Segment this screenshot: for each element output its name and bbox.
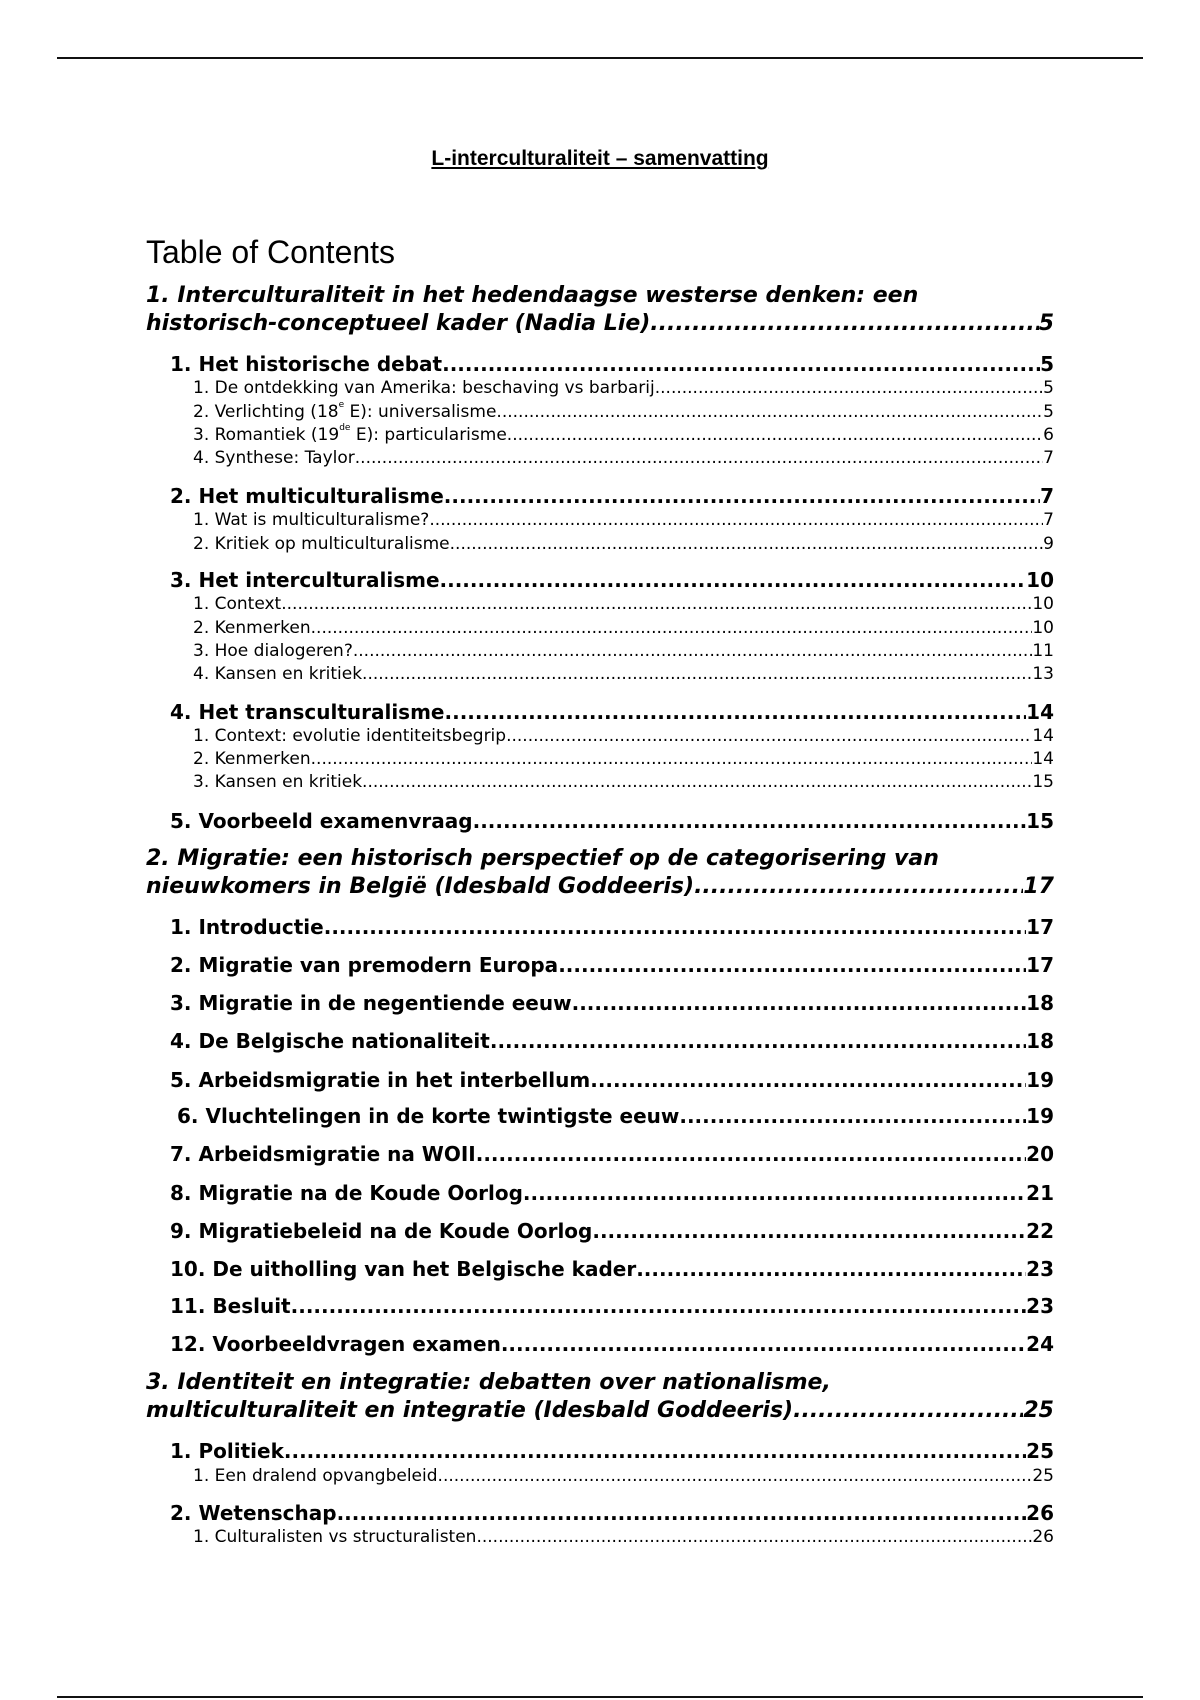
leader-dots (284, 1439, 1026, 1463)
toc-chapter-2-title-line2: nieuwkomers in België (Idesbald Goddeeris) (146, 874, 695, 899)
toc-section-label: 8. Migratie na de Koude Oorlog (170, 1181, 523, 1205)
leader-dots (679, 1104, 1026, 1128)
toc-subsection-label: 2. Verlichting (18e E): universalisme (193, 400, 497, 422)
leader-dots (291, 1294, 1027, 1318)
toc-chapter-1-title-line1: 1. Interculturaliteit in het hedendaagse westerse denken: een (146, 283, 919, 308)
toc-section[interactable] (170, 1439, 1054, 1463)
toc-section-label: 2. Migratie van premodern Europa (170, 953, 559, 977)
toc-section[interactable] (170, 809, 1054, 833)
leader-dots (438, 1466, 1033, 1486)
document-title: L-interculturaliteit – samenvatting (431, 147, 769, 170)
toc-subsection-label: 1. Culturalisten vs structuralisten (193, 1527, 477, 1547)
leader-dots (694, 873, 1023, 901)
toc-page-number: 23 (1026, 1257, 1054, 1281)
toc-subsection[interactable] (193, 664, 1054, 684)
leader-dots (473, 809, 1027, 833)
toc-section[interactable] (170, 953, 1054, 977)
leader-dots (362, 664, 1032, 684)
toc-page-number: 5 (1043, 402, 1054, 422)
leader-dots (362, 772, 1032, 792)
toc-subsection-label: 1. Context: evolutie identiteitsbegrip (193, 726, 507, 746)
toc-page-number: 14 (1032, 749, 1054, 769)
leader-dots (501, 1332, 1026, 1356)
toc-subsection-label: 1. Wat is multiculturalisme? (193, 510, 430, 530)
toc-page-number: 20 (1026, 1142, 1054, 1166)
toc-subsection[interactable] (193, 378, 1054, 398)
toc-chapter-1-title-line2: historisch-conceptueel kader (Nadia Lie) (146, 311, 651, 336)
toc-page-number: 14 (1032, 726, 1054, 746)
toc-section[interactable] (170, 1029, 1054, 1053)
toc-subsection[interactable] (193, 726, 1054, 746)
toc-page-number: 17 (1026, 915, 1054, 939)
toc-subsection[interactable] (193, 448, 1054, 468)
toc-subsection[interactable] (193, 534, 1054, 554)
toc-section[interactable] (170, 1068, 1054, 1092)
toc-page-number: 14 (1026, 700, 1054, 724)
toc-page-number: 17 (1023, 874, 1054, 899)
toc-page-number: 9 (1043, 534, 1054, 554)
toc-page-number: 23 (1026, 1294, 1054, 1318)
leader-dots (650, 310, 1038, 338)
toc-page-number: 10 (1032, 594, 1054, 614)
toc-section[interactable] (170, 1294, 1054, 1318)
toc-section[interactable] (170, 700, 1054, 724)
toc-section[interactable] (170, 991, 1054, 1015)
toc-subsection[interactable] (193, 1466, 1054, 1486)
toc-section[interactable] (177, 1104, 1054, 1128)
toc-section-label: 3. Het interculturalisme (170, 568, 440, 592)
toc-section-label: 1. Het historische debat (170, 352, 443, 376)
toc-section[interactable] (170, 568, 1054, 592)
toc-subsection-label: 1. Context (193, 594, 282, 614)
toc-subsection-label: 3. Romantiek (19de E): particularisme (193, 423, 507, 445)
toc-subsection-label: 4. Kansen en kritiek (193, 664, 363, 684)
toc-section[interactable] (170, 1181, 1054, 1205)
toc-subsection-label: 1. Een dralend opvangbeleid (193, 1466, 438, 1486)
toc-subsection[interactable] (193, 425, 1054, 445)
toc-section-label: 1. Politiek (170, 1439, 284, 1463)
toc-chapter-2-title-line1: 2. Migratie: een historisch perspectief op de categorisering van (146, 846, 939, 871)
toc-section[interactable] (170, 1219, 1054, 1243)
toc-page-number: 11 (1032, 641, 1054, 661)
toc-section-label: 2. Wetenschap (170, 1501, 337, 1525)
leader-dots (450, 534, 1044, 554)
toc-section[interactable] (170, 1501, 1054, 1525)
toc-heading: Table of Contents (146, 234, 396, 270)
toc-section-label: 7. Arbeidsmigratie na WOII (170, 1142, 476, 1166)
toc-page-number: 5 (1043, 378, 1054, 398)
toc-subsection-label: 2. Kenmerken (193, 749, 311, 769)
toc-section-label: 3. Migratie in de negentiende eeuw (170, 991, 572, 1015)
toc-section-label: 10. De uitholling van het Belgische kader (170, 1257, 637, 1281)
toc-page-number: 19 (1026, 1068, 1054, 1092)
toc-page-number: 25 (1032, 1466, 1054, 1486)
toc-chapter-3[interactable] (146, 1369, 1054, 1425)
toc-subsection[interactable] (193, 641, 1054, 661)
leader-dots (324, 915, 1026, 939)
toc-section[interactable] (170, 352, 1054, 376)
toc-subsection-label: 1. De ontdekking van Amerika: beschaving vs barbarij (193, 378, 655, 398)
leader-dots (337, 1501, 1027, 1525)
leader-dots (476, 1527, 1032, 1547)
toc-page-number: 17 (1026, 953, 1054, 977)
leader-dots (558, 953, 1026, 977)
toc-page-number: 7 (1043, 510, 1054, 530)
toc-section-label: 6. Vluchtelingen in de korte twintigste eeuw (177, 1104, 680, 1128)
leader-dots (592, 1219, 1026, 1243)
toc-subsection[interactable] (193, 1527, 1054, 1547)
toc-chapter-1[interactable] (146, 282, 1054, 338)
leader-dots (442, 352, 1040, 376)
toc-chapter-3-title-line1: 3. Identiteit en integratie: debatten over nationalisme, (146, 1370, 831, 1395)
toc-page-number: 24 (1026, 1332, 1054, 1356)
toc-section-label: 5. Arbeidsmigratie in het interbellum (170, 1068, 591, 1092)
toc-section-label: 9. Migratiebeleid na de Koude Oorlog (170, 1219, 593, 1243)
toc-section-label: 12. Voorbeeldvragen examen (170, 1332, 501, 1356)
toc-section-label: 5. Voorbeeld examenvraag (170, 809, 473, 833)
toc-page-number: 7 (1043, 448, 1054, 468)
toc-page-number: 13 (1032, 664, 1054, 684)
toc-page-number: 25 (1023, 1398, 1054, 1423)
toc-subsection[interactable] (193, 402, 1054, 422)
leader-dots (496, 402, 1043, 422)
toc-page-number: 10 (1032, 618, 1054, 638)
leader-dots (507, 425, 1043, 445)
toc-subsection[interactable] (193, 772, 1054, 792)
toc-subsection-label: 3. Kansen en kritiek (193, 772, 363, 792)
leader-dots (590, 1068, 1026, 1092)
toc-page-number: 22 (1026, 1219, 1054, 1243)
toc-page-number: 7 (1040, 484, 1054, 508)
toc-page-number: 26 (1026, 1501, 1054, 1525)
toc-page-number: 21 (1026, 1181, 1054, 1205)
leader-dots (281, 594, 1032, 614)
toc-section[interactable] (170, 915, 1054, 939)
toc-page-number: 26 (1032, 1527, 1054, 1547)
toc-page-number: 18 (1026, 1029, 1054, 1053)
leader-dots (440, 568, 1027, 592)
leader-dots (311, 618, 1033, 638)
leader-dots (353, 641, 1033, 661)
leader-dots (445, 700, 1027, 724)
toc-page-number: 19 (1026, 1104, 1054, 1128)
toc-subsection-label: 3. Hoe dialogeren? (193, 641, 353, 661)
toc-subsection-label: 2. Kritiek op multiculturalisme (193, 534, 450, 554)
toc-subsection[interactable] (193, 749, 1054, 769)
toc-chapter-3-title-line2: multiculturaliteit en integratie (Idesbald Goddeeris) (146, 1398, 794, 1423)
toc-page-number: 6 (1043, 425, 1054, 445)
toc-chapter-2[interactable] (146, 845, 1054, 901)
leader-dots (429, 510, 1043, 530)
toc-subsection[interactable] (193, 510, 1054, 530)
leader-dots (490, 1029, 1026, 1053)
leader-dots (355, 448, 1043, 468)
toc-subsection[interactable] (193, 594, 1054, 614)
toc-section-label: 2. Het multiculturalisme (170, 484, 444, 508)
toc-page-number: 10 (1026, 568, 1054, 592)
toc-section[interactable] (170, 1332, 1054, 1356)
leader-dots (523, 1181, 1026, 1205)
toc-section[interactable] (170, 484, 1054, 508)
leader-dots (636, 1257, 1026, 1281)
toc-section-label: 4. Het transculturalisme (170, 700, 445, 724)
toc-page-number: 18 (1026, 991, 1054, 1015)
leader-dots (506, 726, 1032, 746)
toc-section[interactable] (170, 1257, 1054, 1281)
leader-dots (444, 484, 1040, 508)
leader-dots (655, 378, 1043, 398)
leader-dots (476, 1142, 1026, 1166)
toc-section-label: 4. De Belgische nationaliteit (170, 1029, 490, 1053)
toc-page-number: 25 (1026, 1439, 1054, 1463)
leader-dots (572, 991, 1027, 1015)
toc-section[interactable] (170, 1142, 1054, 1166)
toc-page-number: 15 (1032, 772, 1054, 792)
toc-subsection[interactable] (193, 618, 1054, 638)
toc-page-number: 5 (1040, 352, 1054, 376)
toc-subsection-label: 4. Synthese: Taylor (193, 448, 355, 468)
toc-section-label: 11. Besluit (170, 1294, 291, 1318)
leader-dots (793, 1397, 1023, 1425)
toc-page-number: 5 (1038, 311, 1054, 336)
leader-dots (311, 749, 1033, 769)
toc-subsection-label: 2. Kenmerken (193, 618, 311, 638)
toc-page-number: 15 (1026, 809, 1054, 833)
toc-section-label: 1. Introductie (170, 915, 324, 939)
footer-rule (57, 1696, 1143, 1698)
